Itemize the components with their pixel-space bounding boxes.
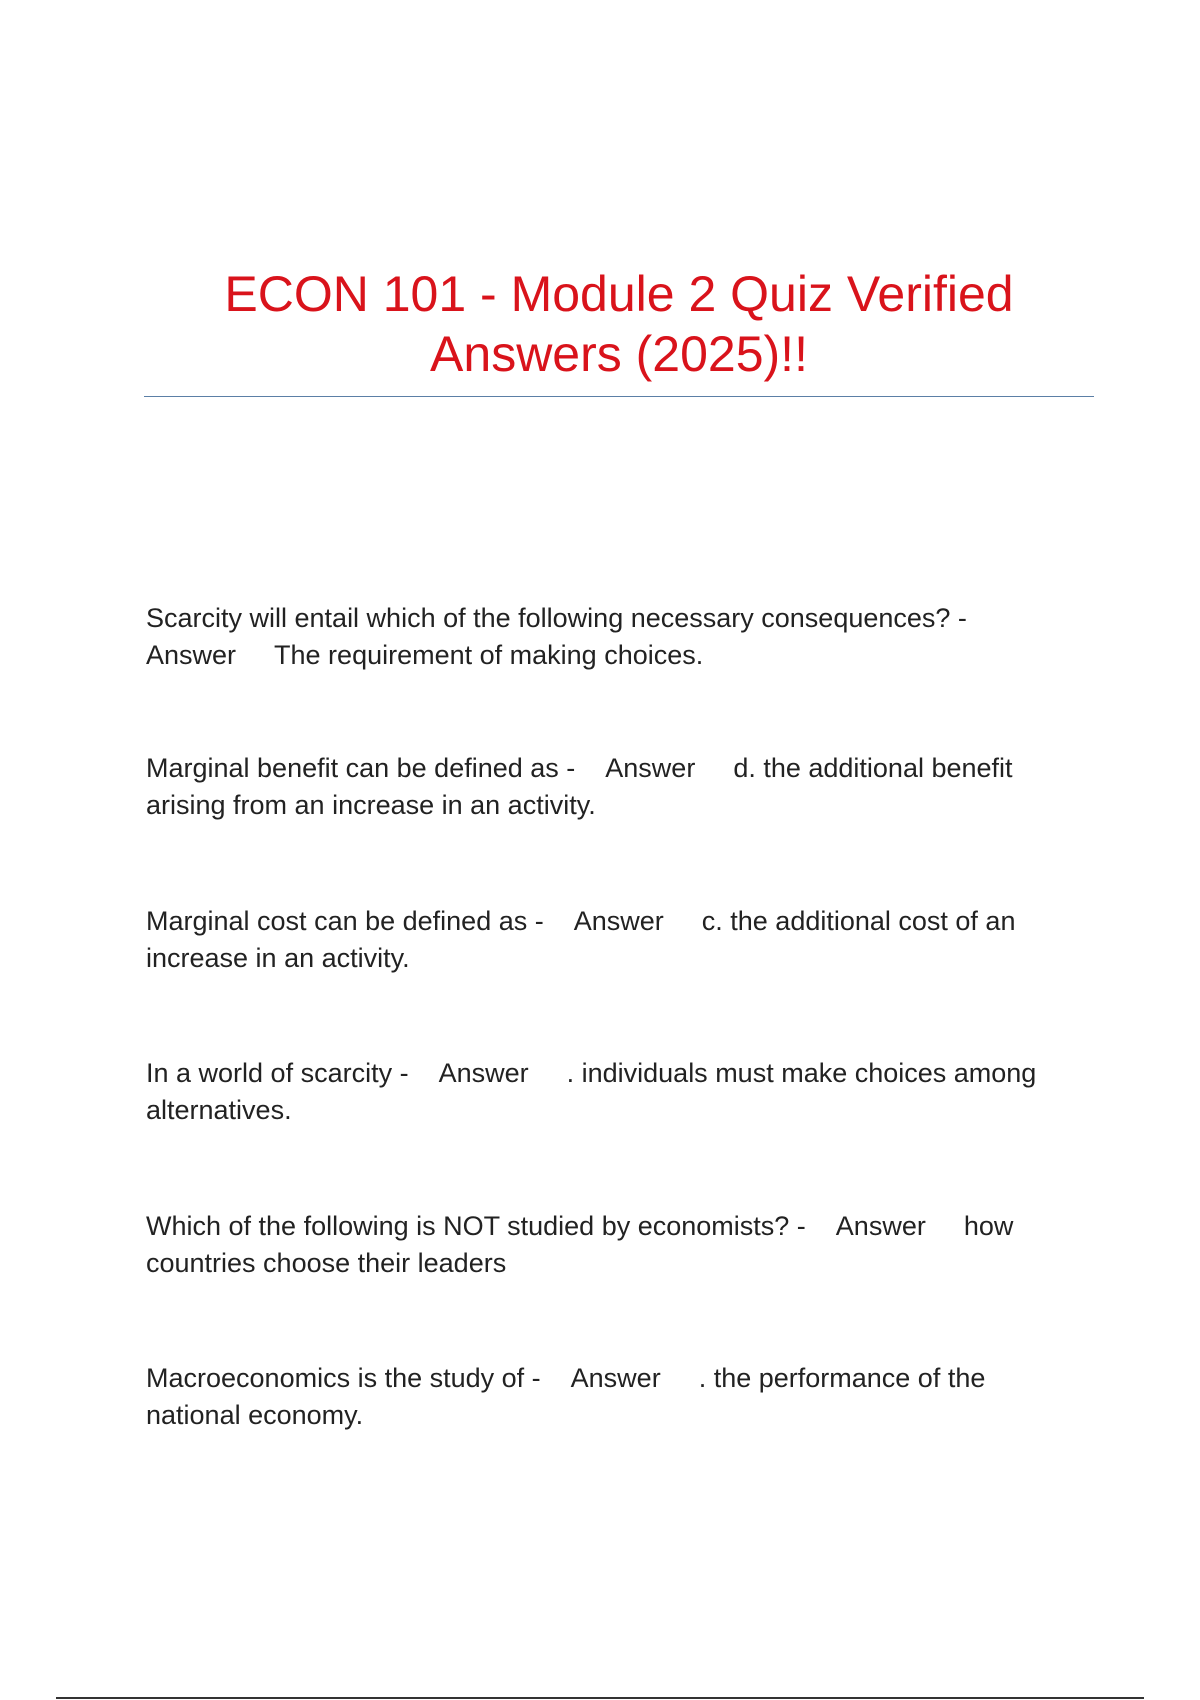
question-text: Which of the following is NOT studied by economists? -	[146, 1211, 806, 1241]
document-title: ECON 101 - Module 2 Quiz Verified Answers (2025)!!	[224, 266, 1014, 382]
qa-item-2	[146, 750, 1086, 824]
answer-label: Answer	[570, 1363, 661, 1393]
answer-text: . the performance of the national economy.	[146, 1363, 986, 1430]
answer-label: Answer	[605, 753, 696, 783]
answer-label: Answer	[438, 1058, 529, 1088]
qa-item-5	[146, 1208, 1086, 1282]
answer-label: Answer	[573, 906, 664, 936]
answer-label: Answer	[146, 640, 237, 670]
answer-text: d. the additional benefit arising from an increase in an activity.	[146, 753, 1013, 820]
question-text: In a world of scarcity -	[146, 1058, 409, 1088]
qa-item-3	[146, 903, 1086, 977]
answer-text: how countries choose their leaders	[146, 1211, 1014, 1278]
answer-text: c. the additional cost of an increase in an activity.	[146, 906, 1016, 973]
title-divider	[144, 396, 1094, 397]
question-text: Macroeconomics is the study of -	[146, 1363, 541, 1393]
qa-item-1	[146, 600, 1086, 674]
question-text: Marginal cost can be defined as -	[146, 906, 544, 936]
answer-text: . individuals must make choices among alternatives.	[146, 1058, 1037, 1125]
qa-item-6	[146, 1360, 1086, 1434]
answer-text: The requirement of making choices.	[274, 640, 704, 670]
question-text: Marginal benefit can be defined as -	[146, 753, 576, 783]
question-text: Scarcity will entail which of the following necessary consequences? -	[146, 603, 967, 633]
page-bottom-divider	[56, 1697, 1144, 1699]
answer-label: Answer	[835, 1211, 926, 1241]
qa-item-4	[146, 1055, 1086, 1129]
